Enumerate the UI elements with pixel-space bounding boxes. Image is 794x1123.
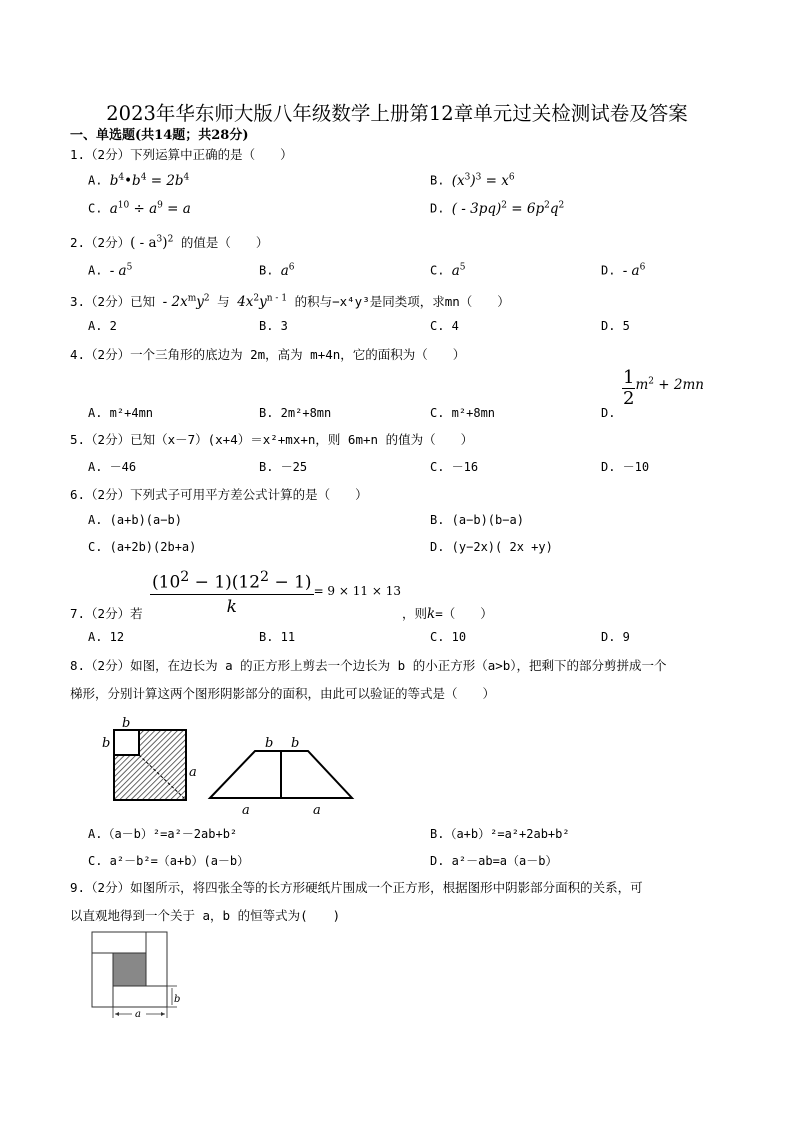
q7-tail: ，则k=（ ） bbox=[402, 606, 493, 622]
question-stem: 下列运算中正确的是（ ） bbox=[130, 147, 293, 162]
q2-option-d: D. - $a^6$ bbox=[601, 262, 646, 279]
q8-option-d: D. a²－ab=a（a－b） bbox=[430, 854, 558, 868]
q7-option-b: B. 11 bbox=[259, 630, 296, 644]
fig-label-a: a bbox=[135, 1009, 141, 1020]
q1-option-d: D. ( - $3pq)^2 = 6p^2q^2$ bbox=[430, 200, 565, 217]
fig-label-b-left: b bbox=[102, 736, 111, 751]
q3-option-b: B. 3 bbox=[259, 319, 288, 333]
q2-option-c: C. $a^5$ bbox=[430, 262, 466, 279]
svg-text:b: b bbox=[265, 736, 274, 751]
q6-option-d: D. (y−2x)( 2x +y) bbox=[430, 540, 553, 554]
q4-option-a: A. m²+4mn bbox=[88, 406, 154, 420]
q8-figure bbox=[90, 710, 370, 820]
page-title: 2023年华东师大版八年级数学上册第12章单元过关检测试卷及答案 bbox=[106, 102, 688, 125]
q4-option-d-label: D. bbox=[601, 406, 616, 420]
q6-option-b: B. (a−b)(b−a) bbox=[430, 513, 524, 527]
question-8-line2: 梯形，分别计算这两个图形阴影部分的面积，由此可以验证的等式是（ ） bbox=[70, 686, 496, 701]
q8-option-a: A.（a－b）²=a²－2ab+b² bbox=[88, 827, 238, 841]
svg-text:a: a bbox=[313, 803, 321, 818]
q7-fraction: $\frac{(10^2 - 1)(12^2 - 1)}{k}$ = 9 × 11 × 13 bbox=[150, 566, 401, 619]
q5-option-a: A. －46 bbox=[88, 460, 137, 474]
question-5: 5.（2分）已知（x－7）(x+4）＝x²+mx+n，则 6m+n 的值为（ ） bbox=[70, 432, 474, 447]
question-1 bbox=[70, 145, 293, 163]
fig-label-b: b bbox=[174, 994, 181, 1005]
q3-option-d: D. 5 bbox=[601, 319, 630, 333]
question-4: 4.（2分）一个三角形的底边为 2m，高为 m+4n，它的面积为（ ） bbox=[70, 347, 466, 362]
q5-option-d: D. －10 bbox=[601, 460, 650, 474]
svg-text:a: a bbox=[242, 803, 250, 818]
question-7: 7.（2分）若 bbox=[70, 606, 143, 621]
question-9-line1: 9.（2分）如图所示，将四张全等的长方形硬纸片围成一个正方形，根据图形中阴影部分面积的关系，可 bbox=[70, 880, 643, 895]
q5-option-b: B. －25 bbox=[259, 460, 308, 474]
q6-option-c: C. (a+2b)(2b+a) bbox=[88, 540, 197, 554]
q2-option-b: B. $a^6$ bbox=[259, 262, 295, 279]
question-8-line1: 8.（2分）如图，在边长为 a 的正方形上剪去一个边长为 b 的小正方形（a>b），把剩下的部分剪拼成一个 bbox=[70, 658, 667, 673]
question-6: 6.（2分）下列式子可用平方差公式计算的是（ ） bbox=[70, 487, 368, 502]
q4-option-b: B. 2m²+8mn bbox=[259, 406, 332, 420]
q1-option-b: B. $(x^3)^3 = x^6$ bbox=[430, 172, 515, 189]
svg-text:b: b bbox=[291, 736, 300, 751]
q8-option-b: B.（a+b）²=a²+2ab+b² bbox=[430, 827, 570, 841]
q2-option-a: A. - $a^5$ bbox=[88, 262, 133, 279]
fig-label-b-top: b bbox=[122, 716, 131, 731]
q7-option-d: D. 9 bbox=[601, 630, 630, 644]
q7-option-c: C. 10 bbox=[430, 630, 467, 644]
question-9-line2: 以直观地得到一个关于 a，b 的恒等式为( ) bbox=[70, 908, 341, 923]
question-3: 3.（2分）已知 - $2x^my^2$ 与 $4x^2y^{n - 1}$ 的积与−x⁴y³是同类项，求mn（ ） bbox=[70, 293, 510, 310]
q1-option-a: A. $b^4•b^4 = 2b^4$ bbox=[88, 172, 190, 189]
section-heading: 一、单选题(共14题；共28分) bbox=[70, 128, 249, 143]
question-2: 2.（2分）( - $a^3)^2$ 的值是（ ） bbox=[70, 234, 269, 251]
q4-option-c: C. m²+8mn bbox=[430, 406, 496, 420]
q8-option-c: C. a²－b²=（a+b）(a－b） bbox=[88, 854, 250, 868]
q3-option-c: C. 4 bbox=[430, 319, 459, 333]
q7-option-a: A. 12 bbox=[88, 630, 125, 644]
q6-option-a: A. (a+b)(a−b) bbox=[88, 513, 182, 527]
q3-option-a: A. 2 bbox=[88, 319, 117, 333]
q1-option-c: C. $a^{10} \div a^9 = a$ bbox=[88, 200, 191, 217]
fig-label-a-right: a bbox=[189, 765, 197, 780]
q5-option-c: C. －16 bbox=[430, 460, 479, 474]
q4-option-d-expr: $\frac{1}{2}$ $^{m^2 + 2mn}$ bbox=[623, 367, 704, 409]
question-number: 1.（2分） bbox=[70, 147, 131, 162]
q9-figure bbox=[80, 925, 200, 1025]
